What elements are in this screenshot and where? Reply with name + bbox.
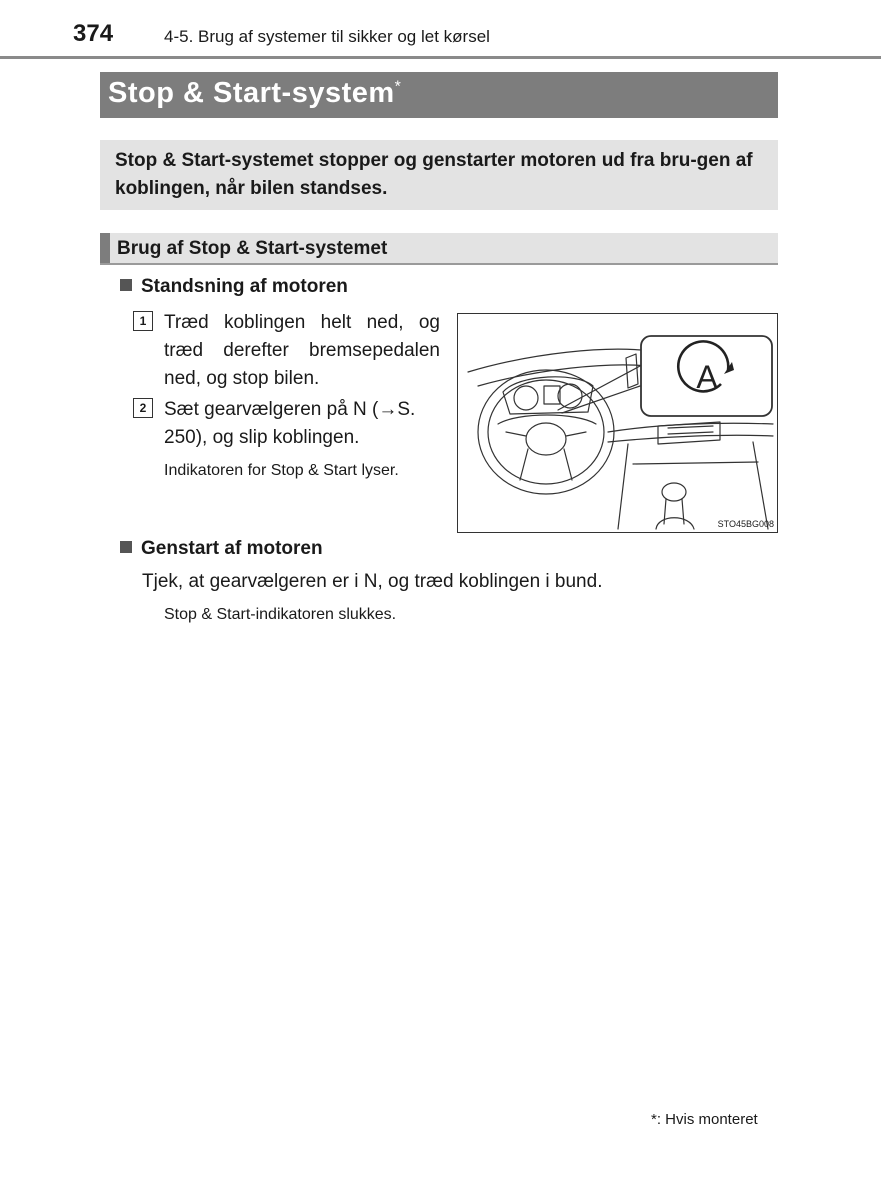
stop-heading: Standsning af motoren — [120, 276, 348, 298]
square-bullet-icon — [120, 279, 132, 291]
subsection-heading: Brug af Stop & Start-systemet — [117, 238, 388, 259]
step-2-text: Sæt gearvælgeren på N (→S. 250), og slip koblingen. — [164, 399, 416, 448]
header-divider — [0, 56, 881, 59]
subsection-accent — [100, 233, 110, 263]
restart-text: Tjek, at gearvælgeren er i N, og træd koblingen i bund. — [142, 571, 603, 592]
page-number: 374 — [73, 20, 114, 47]
step-1-number: 1 — [133, 311, 153, 331]
footnote: *: Hvis monteret — [651, 1111, 758, 1128]
square-bullet-icon — [120, 541, 132, 553]
figure-code: STO45BG008 — [717, 519, 774, 529]
page-title: Stop & Start-system* — [108, 77, 402, 109]
chapter-title: 4-5. Brug af systemer til sikker og let kørsel — [164, 27, 490, 46]
page-header — [0, 0, 881, 58]
restart-note: Stop & Start-indikatoren slukkes. — [164, 606, 397, 623]
dashboard-illustration — [457, 313, 778, 533]
subsection-bar — [100, 233, 778, 265]
dashboard-drawing — [458, 314, 778, 533]
stop-note: Indikatoren for Stop & Start lyser. — [164, 462, 399, 479]
intro-text: Stop & Start-systemet stopper og genstarter motoren ud fra bru-gen af koblingen, når bilen standses. — [115, 150, 753, 199]
indicator-letter: A — [696, 359, 718, 395]
step-2-number: 2 — [133, 398, 153, 418]
footnote-marker: * — [394, 78, 402, 96]
intro-box — [100, 140, 778, 210]
section-title-bar — [100, 72, 778, 118]
restart-heading: Genstart af motoren — [120, 538, 323, 560]
step-1-text: Træd koblingen helt ned, og træd derefter bremsepedalen ned, og stop bilen. — [164, 312, 440, 389]
